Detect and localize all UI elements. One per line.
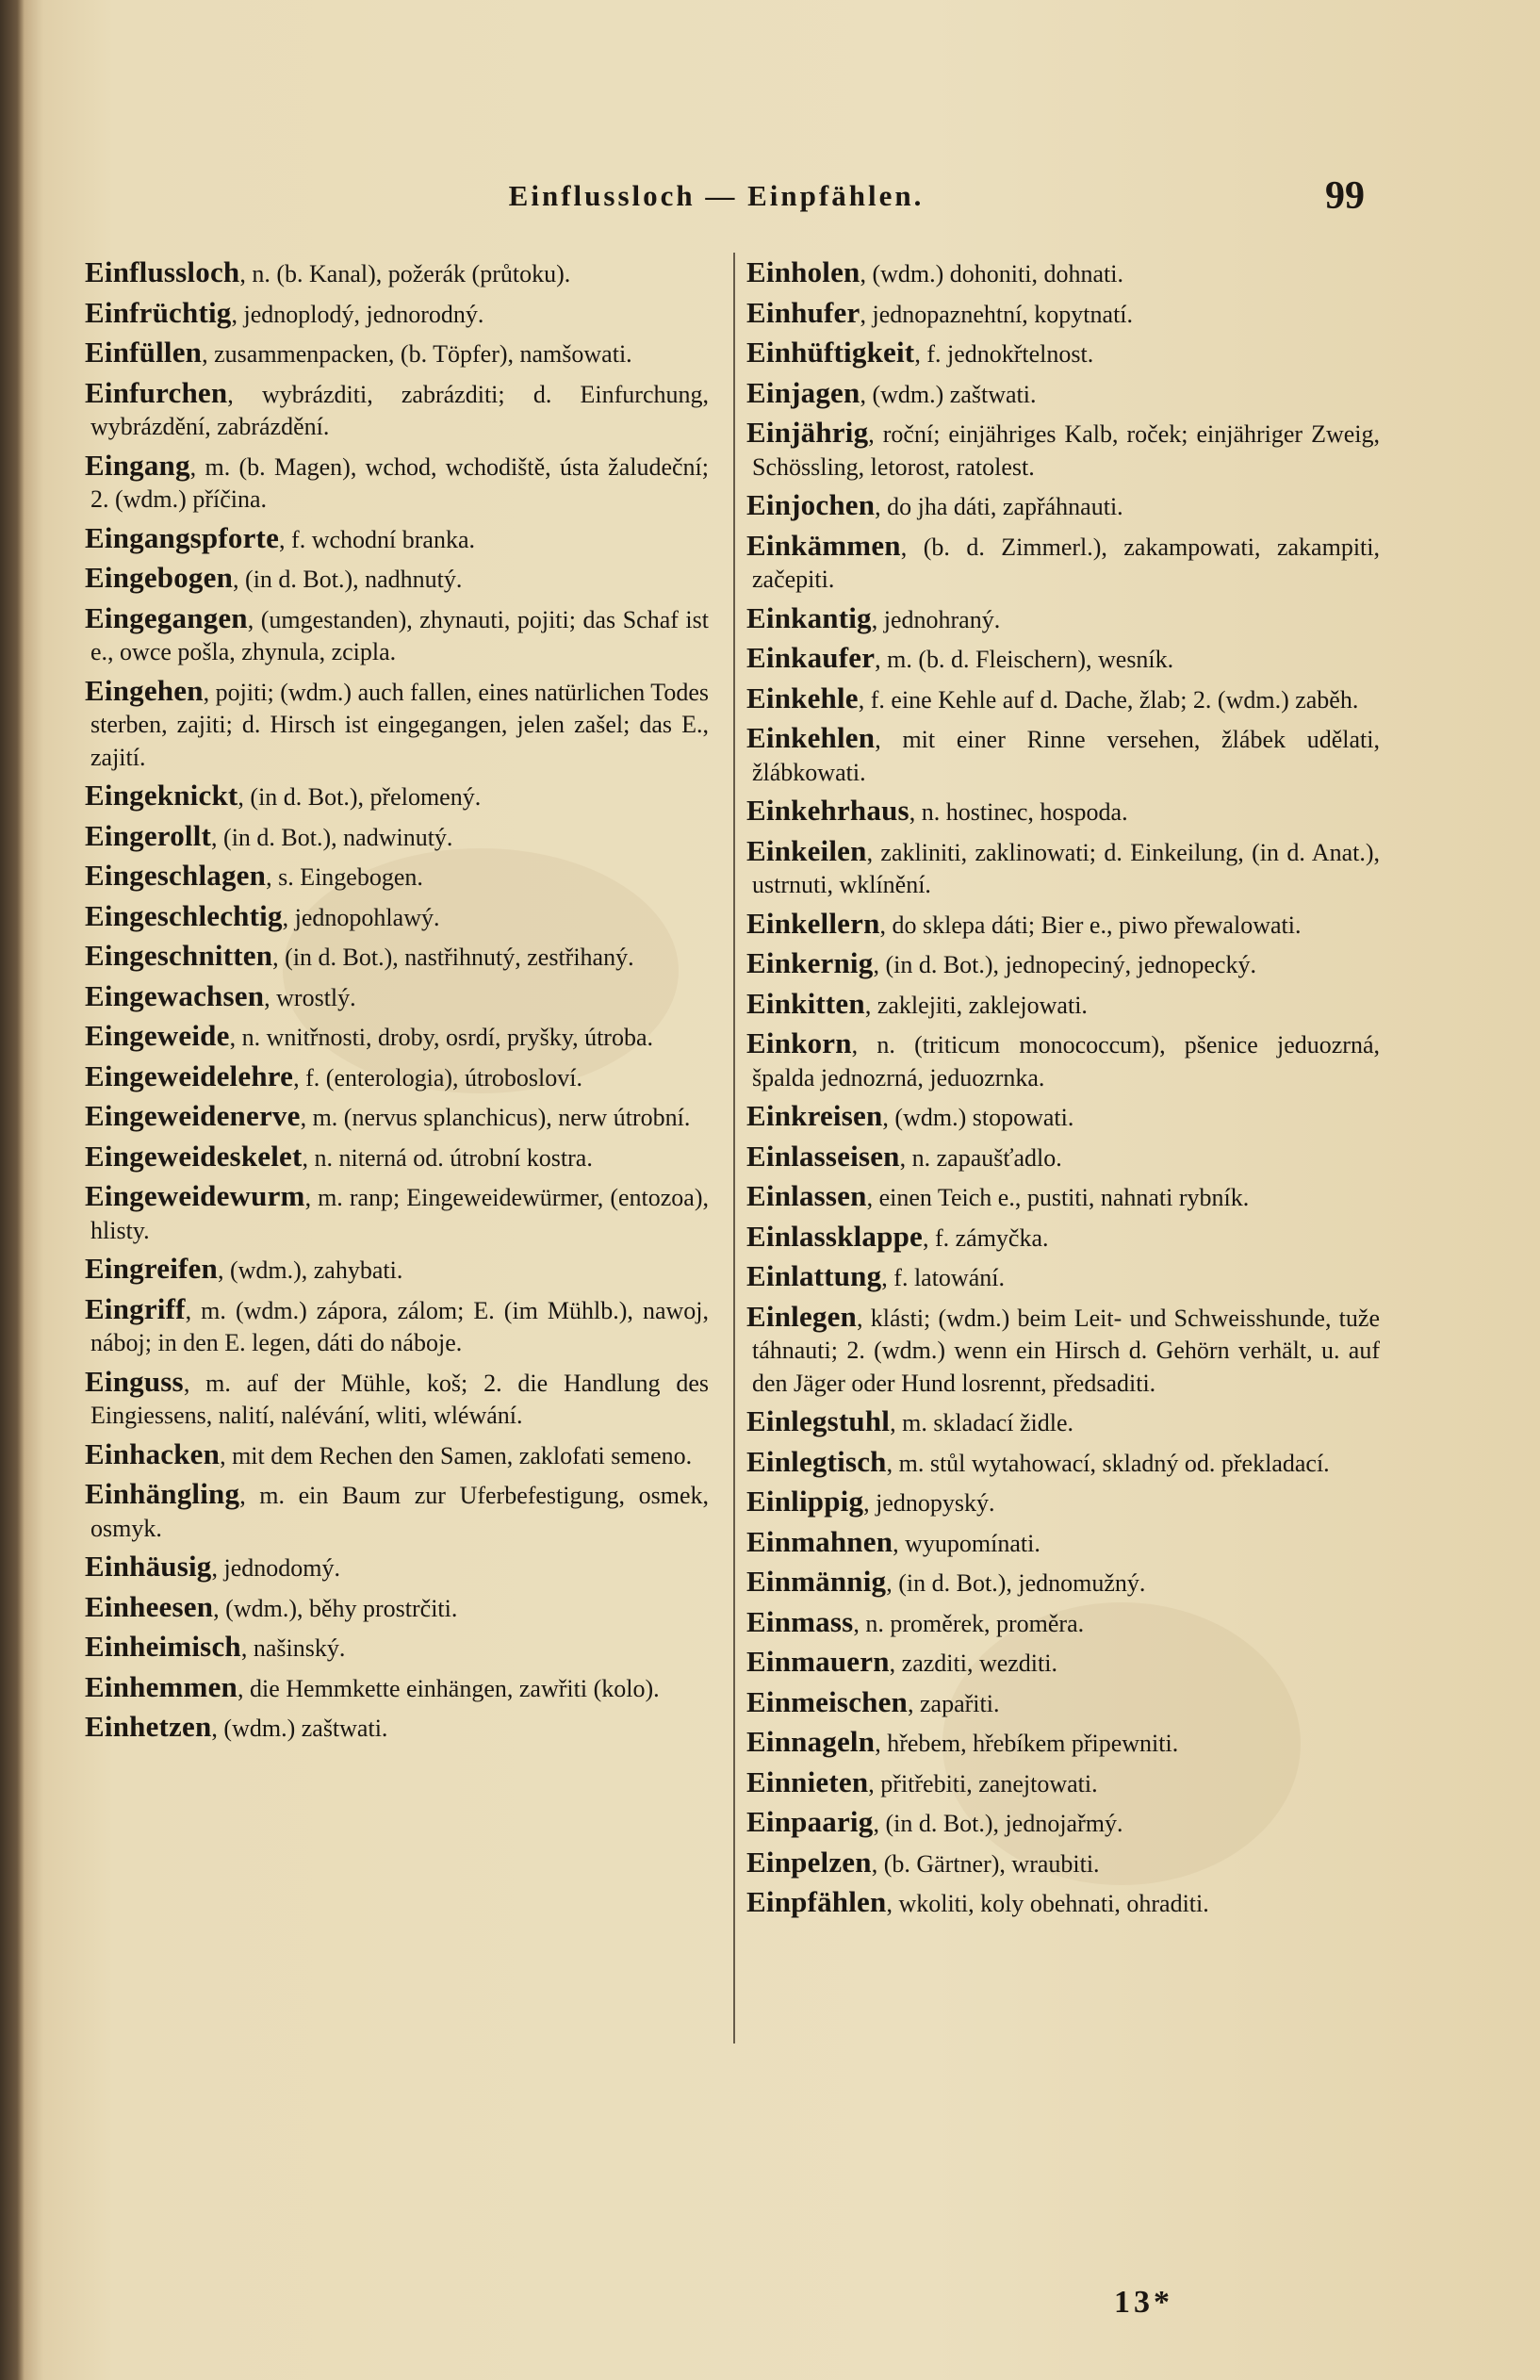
entry-headword: Eingangspforte — [85, 520, 280, 554]
printer-signature-mark: 13* — [1114, 2285, 1173, 2320]
dictionary-entry — [746, 336, 1380, 371]
dictionary-entry — [746, 1726, 1380, 1761]
entry-definition: , (in d. Bot.), jednopeciný, jednopecký. — [873, 951, 1256, 978]
dictionary-entry — [746, 947, 1380, 982]
dictionary-entry — [85, 780, 709, 814]
dictionary-entry — [746, 1886, 1380, 1921]
dictionary-entry — [85, 297, 709, 332]
dictionary-entry — [85, 336, 709, 371]
dictionary-entry — [85, 602, 709, 669]
entry-headword: Eingegangen — [85, 600, 248, 634]
entry-definition: , hřebem, hřebíkem připewniti. — [875, 1730, 1179, 1757]
entry-definition: , n. (b. Kanal), požerák (průtoku). — [239, 260, 571, 287]
dictionary-entry — [85, 1711, 709, 1746]
entry-definition: , pojiti; (wdm.) auch fallen, eines natürlichen Todes sterben, zajiti; d. Hirsch ist eingegangen, jelen zašel; das E., zajití. — [90, 678, 709, 771]
dictionary-entry — [746, 602, 1380, 637]
entry-headword: Einheesen — [85, 1589, 214, 1623]
entry-definition: , f. latowání. — [881, 1264, 1005, 1291]
entry-definition: , (b. d. Zimmerl.), zakampowati, zakampiti, začepiti. — [752, 533, 1380, 593]
entry-headword: Einlassklappe — [746, 1219, 923, 1253]
entry-headword: Einpelzen — [746, 1845, 872, 1879]
entry-headword: Eingang — [85, 448, 190, 482]
dictionary-entry — [746, 1446, 1380, 1481]
entry-definition: , roční; einjähriges Kalb, roček; einjähriger Zweig, Schössling, letorost, ratolest. — [752, 420, 1380, 481]
entry-definition: , f. (enterologia), útrobosloví. — [293, 1063, 582, 1092]
entry-definition: , (in d. Bot.), nadwinutý. — [211, 823, 453, 851]
entry-definition: , (in d. Bot.), nastřihnutý, zestřihaný. — [272, 944, 634, 971]
entry-headword: Einheimisch — [85, 1630, 241, 1663]
dictionary-entry — [85, 820, 709, 855]
entry-headword: Einguss — [85, 1364, 184, 1398]
entry-headword: Einkellern — [746, 906, 880, 940]
right-column — [746, 256, 1380, 2255]
dictionary-entry — [746, 1526, 1380, 1561]
dictionary-entry — [746, 722, 1380, 789]
entry-headword: Einhäusig — [85, 1550, 212, 1583]
entry-headword: Einkehrhaus — [746, 794, 909, 827]
entry-definition: , m. (b. Magen), wchod, wchodiště, ústa žaludeční; 2. (wdm.) příčina. — [90, 452, 709, 513]
entry-headword: Einmauern — [746, 1645, 890, 1678]
dictionary-entry — [85, 377, 709, 444]
entry-definition: , f. wchodní branka. — [279, 525, 475, 553]
entry-definition: , (wdm.) zaštwati. — [211, 1715, 388, 1742]
entry-headword: Eingeweidewurm — [85, 1179, 305, 1212]
dictionary-entry — [85, 450, 709, 517]
entry-headword: Einhacken — [85, 1436, 221, 1470]
entry-headword: Einjährig — [746, 416, 869, 449]
dictionary-entry — [746, 795, 1380, 829]
entry-headword: Eingeknickt — [85, 779, 238, 812]
entry-definition: , zusammenpacken, (b. Töpfer), namšowati. — [202, 340, 632, 368]
left-column — [85, 256, 709, 2255]
entry-headword: Einfüllen — [85, 336, 203, 369]
entry-definition: , našinský. — [240, 1634, 346, 1662]
dictionary-entry — [746, 1221, 1380, 1256]
dictionary-entry — [85, 1020, 709, 1055]
entry-headword: Eingehen — [85, 673, 204, 707]
dictionary-entry — [746, 1180, 1380, 1215]
entry-definition: , m. (wdm.) zápora, zálom; E. (im Mühlb.), nawoj, náboj; in den E. legen, dáti do náboje. — [90, 1296, 709, 1356]
dictionary-entry — [746, 1686, 1380, 1721]
entry-headword: Einpaarig — [746, 1805, 874, 1838]
dictionary-entry — [746, 642, 1380, 677]
entry-headword: Einmahnen — [746, 1524, 893, 1558]
entry-headword: Einfrüchtig — [85, 295, 232, 329]
entry-definition: , s. Eingebogen. — [266, 863, 423, 891]
entry-definition: , zapařiti. — [908, 1689, 1000, 1717]
dictionary-entry — [85, 1366, 709, 1433]
entry-definition: , jednodomý. — [211, 1554, 340, 1582]
dictionary-entry — [746, 1766, 1380, 1801]
dictionary-entry — [85, 256, 709, 291]
entry-definition: , n. zapaušťadlo. — [899, 1143, 1062, 1172]
entry-headword: Eingebogen — [85, 561, 234, 594]
entry-headword: Eingeschlagen — [85, 859, 267, 892]
entry-headword: Einkehlen — [746, 721, 876, 754]
entry-definition: , n. niterná od. útrobní kostra. — [302, 1143, 593, 1172]
entry-definition: , klásti; (wdm.) beim Leit- und Schweisshunde, tuže táhnauti; 2. (wdm.) wenn ein Hirsch d. Gehörn verhält, u. auf den Jäger oder Hund losrennt, předsaditi. — [752, 1304, 1380, 1397]
entry-definition: , n. (triticum monococcum), pšenice jeduozrná, špalda jednozrná, jeduozrnka. — [752, 1031, 1380, 1092]
entry-headword: Einjochen — [746, 488, 876, 521]
entry-headword: Einholen — [746, 256, 860, 288]
entry-definition: , do jha dáti, zapřáhnauti. — [875, 493, 1123, 520]
dictionary-entry — [746, 835, 1380, 902]
dictionary-entry — [85, 1631, 709, 1666]
entry-headword: Eingeweideskelet — [85, 1139, 303, 1173]
dictionary-entry — [746, 1260, 1380, 1295]
running-header: Einflussloch — Einpfählen. — [508, 179, 925, 212]
entry-definition: , m. auf der Mühle, koš; 2. die Handlung des Eingiessens, nalití, nalévání, wliti, wléwání. — [90, 1369, 709, 1429]
entry-headword: Eingewachsen — [85, 978, 265, 1012]
entry-definition: , n. proměrek, proměra. — [853, 1609, 1085, 1637]
dictionary-entry — [85, 1293, 709, 1360]
entry-definition: , jednopohlawý. — [282, 903, 440, 931]
entry-headword: Einhemmen — [85, 1669, 238, 1703]
entry-headword: Eingeschlechtig — [85, 898, 283, 932]
entry-definition: , f. zámyčka. — [922, 1223, 1049, 1252]
entry-definition: , m. ranp; Eingeweidewürmer, (entozoa), hlisty. — [90, 1184, 709, 1244]
entry-headword: Einpfählen — [746, 1885, 887, 1918]
dictionary-entry — [746, 988, 1380, 1023]
entry-definition: , (wdm.), zahybati. — [217, 1256, 403, 1284]
entry-headword: Einlegstuhl — [746, 1404, 891, 1437]
entry-headword: Einjagen — [746, 375, 860, 409]
dictionary-entry — [746, 908, 1380, 943]
dictionary-entry — [746, 1566, 1380, 1600]
entry-definition: , jednohraný. — [871, 605, 1001, 633]
entry-definition: , (umgestanden), zhynauti, pojiti; das Schaf ist e., owce pošla, zhynula, zcipla. — [90, 605, 709, 665]
entry-headword: Einlegtisch — [746, 1444, 887, 1478]
dictionary-entry — [85, 1180, 709, 1247]
dictionary-entry — [85, 1100, 709, 1135]
entry-definition: , (in d. Bot.), jednojařmý. — [873, 1810, 1123, 1837]
entry-headword: Einkreisen — [746, 1099, 883, 1132]
entry-definition: , (in d. Bot.), přelomený. — [238, 783, 482, 811]
entry-definition: , zazditi, wezditi. — [889, 1650, 1057, 1677]
entry-headword: Einlasseisen — [746, 1139, 900, 1173]
entry-headword: Einhüftigkeit — [746, 336, 915, 369]
dictionary-entry — [746, 1141, 1380, 1175]
entry-definition: , jednoplodý, jednorodný. — [231, 300, 484, 328]
entry-definition: , m. ein Baum zur Uferbefestigung, osmek, osmyk. — [90, 1482, 709, 1542]
entry-headword: Einmass — [746, 1604, 854, 1638]
entry-definition: , jednopaznehtní, kopytnatí. — [860, 300, 1134, 328]
entry-definition: , jednopyský. — [863, 1489, 995, 1517]
entry-definition: , (wdm.) dohoniti, dohnati. — [860, 260, 1123, 287]
dictionary-entry — [85, 1591, 709, 1626]
dictionary-entry — [85, 562, 709, 597]
dictionary-entry — [746, 1405, 1380, 1440]
entry-headword: Einkorn — [746, 1026, 852, 1059]
entry-headword: Einhetzen — [85, 1710, 212, 1743]
book-spine-shadow — [0, 0, 25, 2380]
dictionary-entry — [746, 1027, 1380, 1094]
dictionary-entry — [746, 417, 1380, 484]
dictionary-entry — [85, 1551, 709, 1585]
dictionary-entry — [746, 256, 1380, 291]
entry-headword: Einnieten — [746, 1764, 869, 1798]
entry-definition: , f. jednokřtelnost. — [914, 340, 1094, 368]
dictionary-entry — [746, 1806, 1380, 1841]
entry-headword: Eingeschnitten — [85, 939, 273, 972]
dictionary-entry — [746, 682, 1380, 717]
dictionary-entry — [85, 675, 709, 775]
dictionary-entry — [85, 860, 709, 895]
entry-definition: , m. (b. d. Fleischern), wesník. — [875, 646, 1174, 673]
entry-headword: Eingeweidelehre — [85, 1059, 294, 1092]
dictionary-entry — [85, 980, 709, 1015]
dictionary-entry — [746, 377, 1380, 412]
entry-definition: , zakliniti, zaklinowati; d. Einkeilung, (in d. Anat.), ustrnuti, wklínění. — [752, 838, 1380, 898]
entry-headword: Einnageln — [746, 1725, 876, 1758]
page-number: 99 — [1325, 174, 1365, 218]
dictionary-entry — [85, 1671, 709, 1706]
entry-definition: , (wdm.), běhy prostrčiti. — [213, 1594, 458, 1622]
entry-headword: Einmeischen — [746, 1684, 908, 1718]
entry-definition: , f. eine Kehle auf d. Dache, žlab; 2. (wdm.) zaběh. — [858, 685, 1359, 714]
entry-definition: , (wdm.) stopowati. — [882, 1104, 1074, 1131]
dictionary-entry — [746, 530, 1380, 597]
dictionary-entry — [746, 1301, 1380, 1401]
entry-definition: , wkoliti, koly obehnati, ohraditi. — [886, 1890, 1209, 1917]
entry-headword: Einlattung — [746, 1259, 882, 1292]
entry-headword: Eingeweide — [85, 1019, 230, 1052]
entry-headword: Einhängling — [85, 1477, 240, 1510]
entry-definition: , do sklepa dáti; Bier e., piwo přewalowati. — [879, 911, 1302, 939]
dictionary-entry — [85, 900, 709, 935]
entry-definition: , wybrázditi, zabrázditi; d. Einfurchung, wybrázdění, zabrázdění. — [90, 380, 709, 440]
entry-definition: , (in d. Bot.), nadhnutý. — [233, 566, 463, 593]
entry-headword: Einlegen — [746, 1299, 858, 1333]
entry-definition: , m. (nervus splanchicus), nerw útrobní. — [300, 1104, 691, 1131]
entry-headword: Eingerollt — [85, 818, 212, 852]
entry-headword: Einkitten — [746, 986, 865, 1020]
entry-headword: Einkaufer — [746, 641, 876, 674]
entry-definition: , m. skladací židle. — [890, 1409, 1074, 1436]
entry-headword: Eingeweidenerve — [85, 1099, 301, 1132]
entry-definition: , wrostlý. — [264, 983, 356, 1011]
entry-definition: , mit dem Rechen den Samen, zaklofati semeno. — [220, 1441, 693, 1469]
dictionary-entry — [85, 1253, 709, 1288]
dictionary-entry — [746, 1646, 1380, 1681]
entry-definition: , (in d. Bot.), jednomužný. — [886, 1569, 1146, 1597]
dictionary-entry — [746, 489, 1380, 524]
entry-definition: , einen Teich e., pustiti, nahnati rybník. — [866, 1184, 1250, 1211]
entry-definition: , zaklejiti, zaklejowati. — [864, 991, 1088, 1019]
entry-definition: , přitřebiti, zanejtowati. — [868, 1769, 1098, 1797]
dictionary-entry — [85, 1478, 709, 1545]
entry-definition: , (wdm.) zaštwati. — [860, 380, 1037, 408]
entry-headword: Einflussloch — [85, 256, 240, 288]
entry-definition: , (b. Gärtner), wraubiti. — [871, 1849, 1100, 1878]
entry-definition: , mit einer Rinne versehen, žlábek udělati, žlábkowati. — [752, 726, 1380, 786]
entry-definition: , n. hostinec, hospoda. — [909, 798, 1128, 826]
dictionary-entry — [85, 940, 709, 975]
dictionary-entry — [746, 1485, 1380, 1520]
entry-headword: Einkehle — [746, 681, 859, 714]
entry-headword: Eingriff — [85, 1291, 186, 1325]
entry-definition: , m. stůl wytahowací, skladný od. překladací. — [886, 1449, 1330, 1477]
dictionary-entry — [85, 1141, 709, 1175]
dictionary-entry — [746, 1100, 1380, 1135]
entry-headword: Einlassen — [746, 1179, 867, 1212]
entry-headword: Einmännig — [746, 1565, 887, 1598]
entry-headword: Einkernig — [746, 946, 874, 979]
entry-headword: Einkämmen — [746, 528, 901, 562]
dictionary-entry — [746, 297, 1380, 332]
entry-headword: Einlippig — [746, 1485, 864, 1518]
entry-headword: Eingreifen — [85, 1252, 218, 1285]
dictionary-entry — [746, 1606, 1380, 1641]
entry-headword: Einfurchen — [85, 375, 228, 409]
dictionary-entry — [85, 1060, 709, 1095]
entry-definition: , wyupomínati. — [893, 1529, 1040, 1557]
column-divider — [733, 253, 735, 2044]
dictionary-entry — [85, 522, 709, 557]
dictionary-entry — [746, 1847, 1380, 1881]
entry-headword: Einhufer — [746, 295, 860, 329]
entry-headword: Einkantig — [746, 600, 872, 634]
entry-definition: , n. wnitřnosti, droby, osrdí, pryšky, útroba. — [229, 1024, 653, 1051]
entry-definition: , die Hemmkette einhängen, zawřiti (kolo). — [237, 1674, 660, 1702]
entry-headword: Einkeilen — [746, 833, 867, 867]
dictionary-entry — [85, 1438, 709, 1473]
